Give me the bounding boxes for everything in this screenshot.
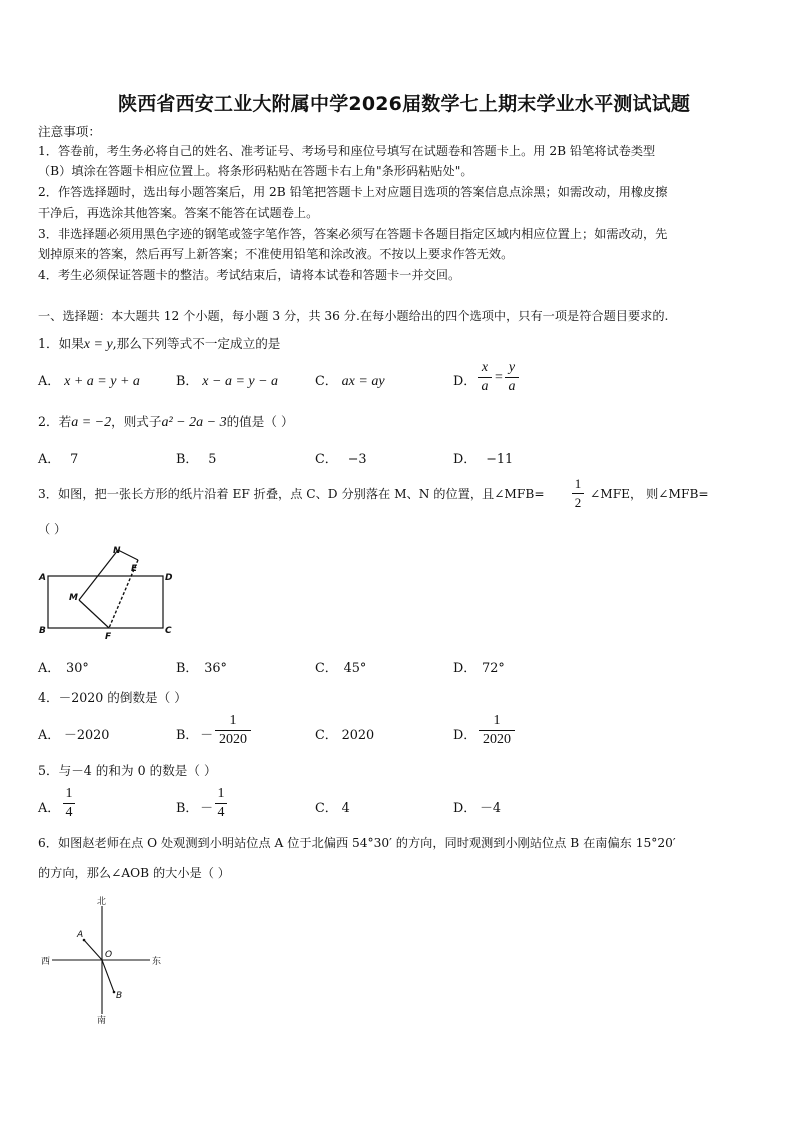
notice-line-2: （B）填涂在答题卡相应位置上。将条形码粘贴在答题卡右上角"条形码粘贴处"。 — [38, 164, 473, 178]
q2-stem — [38, 411, 294, 431]
option-label: D． — [453, 452, 477, 467]
fold-edge-mf — [79, 600, 109, 628]
q4-d-frac — [479, 713, 515, 748]
notice-line-7: 4．考生必须保证答题卡的整洁。考试结束后，请将本试卷和答题卡一并交回。 — [38, 268, 461, 282]
frac-den: a — [481, 379, 489, 394]
q6-figure — [38, 892, 168, 1032]
q4-b-frac — [215, 713, 251, 748]
frac-den: a — [508, 379, 516, 394]
frac-den: 4 — [217, 805, 225, 820]
q4-option-b[interactable] — [176, 724, 213, 743]
north-label: 北 — [97, 897, 107, 907]
frac-num: 1 — [493, 713, 501, 728]
frac-num: x — [481, 360, 489, 375]
label-a: A — [39, 573, 46, 583]
east-label: 东 — [152, 957, 162, 967]
fold-edge-ne — [118, 550, 138, 560]
frac-den: 2 — [574, 495, 582, 510]
option-value: 2020 — [341, 728, 375, 743]
option-value: −11 — [486, 452, 514, 467]
q3-stem-post: ∠MFE， 则∠MFB= — [590, 487, 709, 501]
label-a: A — [77, 930, 84, 940]
q3-option-d[interactable] — [453, 657, 505, 676]
q1-d-frac-right — [505, 360, 519, 395]
notice-line-5: 3．非选择题必须用黑色字迹的钢笔或签字笔作答，答案必须写在答题卡各题目指定区域内相应位置上；如需改动，先 — [38, 227, 668, 241]
notice-heading: 注意事项： — [38, 124, 101, 139]
q3-option-b[interactable] — [176, 657, 227, 676]
q2-option-b[interactable] — [176, 448, 216, 467]
option-label: C． — [315, 728, 338, 743]
option-label: D． — [453, 374, 477, 389]
q1-option-a[interactable] — [38, 370, 140, 390]
q2-stem-post: 的值是（ ） — [226, 414, 294, 429]
fold-edge-nm — [79, 550, 118, 600]
south-label: 南 — [97, 1016, 107, 1026]
q2-option-c[interactable] — [315, 448, 367, 467]
q4-option-c[interactable] — [315, 724, 374, 743]
minus-sign: － — [200, 728, 213, 743]
frac-num: 1 — [229, 713, 237, 728]
point-b — [113, 991, 116, 994]
frac-num: 1 — [574, 476, 582, 491]
q1-d-frac-left — [478, 360, 492, 395]
q1-stem — [38, 333, 280, 353]
q4-option-d[interactable] — [453, 724, 476, 743]
q1-option-c[interactable] — [315, 370, 385, 390]
q2-option-d[interactable] — [453, 448, 513, 467]
q1-option-b[interactable] — [176, 370, 278, 390]
label-b: B — [39, 626, 46, 636]
q3-paren: （ ） — [38, 522, 67, 536]
q1-stem-pre: 1．如果 — [38, 336, 84, 351]
option-label: A． — [38, 452, 61, 467]
option-value: －4 — [480, 801, 502, 816]
ray-ob — [102, 960, 114, 992]
q5-b-frac — [215, 786, 227, 821]
q3-stem: 3．如图，把一张长方形的纸片沿着 EF 折叠，点 C、D 分别落在 M、N 的位置，且∠MFB= — [38, 487, 545, 501]
q5-option-b[interactable] — [176, 797, 213, 816]
west-label: 西 — [41, 957, 51, 967]
option-value: 36° — [204, 661, 227, 676]
q5-a-frac — [63, 786, 75, 821]
q1-d-equals: = — [495, 370, 503, 385]
option-label: B． — [176, 374, 199, 389]
notice-line-4: 干净后，再选涂其他答案。答案不能答在试题卷上。 — [38, 206, 319, 220]
q3-option-a[interactable] — [38, 657, 89, 676]
option-value: －2020 — [64, 728, 110, 743]
q1-expr: x = y — [83, 337, 113, 352]
q3-option-c[interactable] — [315, 657, 366, 676]
option-value: 45° — [343, 661, 367, 676]
label-c: C — [165, 626, 172, 636]
section-heading: 一、选择题：本大题共 12 个小题，每小题 3 分，共 36 分.在每小题给出的四个选项中，只有一项是符合题目要求的. — [38, 309, 669, 323]
label-b: B — [116, 991, 123, 1001]
label-f: F — [105, 632, 112, 642]
label-n: N — [113, 546, 121, 556]
frac-den: 2020 — [483, 732, 511, 747]
page-title: 陕西省西安工业大附属中学2026届数学七上期末学业水平测试试题 — [118, 93, 691, 115]
option-label: B． — [176, 801, 199, 816]
q2-stem-mid: ，则式子 — [111, 414, 162, 429]
option-value: 72° — [482, 661, 505, 676]
option-label: B． — [176, 661, 199, 676]
option-label: C． — [315, 452, 338, 467]
q2-option-a[interactable] — [38, 448, 78, 467]
option-label: C． — [315, 801, 338, 816]
option-label: D． — [453, 661, 477, 676]
q5-stem: 5．与－4 的和为 0 的数是（ ） — [38, 763, 217, 778]
q4-stem: 4．－2020 的倒数是（ ） — [38, 690, 187, 705]
label-m: M — [69, 593, 78, 603]
option-value: x − a = y − a — [202, 374, 279, 389]
option-label: D． — [453, 801, 477, 816]
option-label: C． — [315, 374, 338, 389]
label-o: O — [105, 950, 113, 960]
option-label: A． — [38, 801, 61, 816]
option-value: 30° — [66, 661, 89, 676]
q1-option-d[interactable] — [453, 370, 476, 389]
label-d: D — [165, 573, 173, 583]
q1-stem-post: ,那么下列等式不一定成立的是 — [112, 336, 281, 351]
notice-line-6: 划掉原来的答案，然后再写上新答案；不准使用铅笔和涂改液。不按以上要求作答无效。 — [38, 247, 514, 261]
frac-den: 2020 — [219, 732, 247, 747]
q2-stem-pre: 2．若 — [38, 414, 72, 429]
option-value: 5 — [208, 452, 217, 467]
option-label: A． — [38, 728, 61, 743]
option-label: A． — [38, 374, 61, 389]
ray-oa — [84, 940, 102, 960]
frac-num: y — [508, 360, 516, 375]
notice-line-1: 1．答卷前，考生务必将自己的姓名、准考证号、考场号和座位号填写在试题卷和答题卡上。用 2B 铅笔将试卷类型 — [38, 144, 656, 158]
q6-stem-line-2: 的方向，那么∠AOB 的大小是（ ） — [38, 866, 230, 880]
q4-option-a[interactable] — [38, 724, 109, 743]
option-value: ax = ay — [341, 374, 385, 389]
option-value: x + a = y + a — [64, 374, 140, 389]
option-value: 4 — [341, 801, 350, 816]
label-e: E — [131, 564, 138, 574]
frac-num: 1 — [65, 786, 73, 801]
q3-half-frac — [572, 476, 584, 511]
q5-option-c[interactable] — [315, 797, 350, 816]
q2-expr: a² − 2a − 3 — [161, 415, 227, 430]
frac-num: 1 — [217, 786, 225, 801]
q5-option-d[interactable] — [453, 797, 501, 816]
frac-den: 4 — [65, 805, 73, 820]
option-value: −3 — [347, 452, 367, 467]
q2-cond: a = −2 — [71, 415, 112, 430]
q5-option-a[interactable] — [38, 797, 60, 816]
paper-rectangle — [48, 576, 163, 628]
option-value: 7 — [70, 452, 79, 467]
option-label: A． — [38, 661, 61, 676]
option-label: C． — [315, 661, 338, 676]
option-label: B． — [176, 452, 199, 467]
q6-stem-line-1: 6．如图赵老师在点 O 处观测到小明站位点 A 位于北偏西 54°30′ 的方向，同时观测到小刚站位点 B 在南偏东 15°20′ — [38, 836, 676, 850]
q3-figure — [38, 540, 178, 646]
minus-sign: － — [200, 801, 213, 816]
option-label: B． — [176, 728, 199, 743]
option-label: D． — [453, 728, 477, 743]
notice-line-3: 2．作答选择题时，选出每小题答案后，用 2B 铅笔把答题卡上对应题目选项的答案信息点涂黑；如需改动，用橡皮擦 — [38, 185, 668, 199]
